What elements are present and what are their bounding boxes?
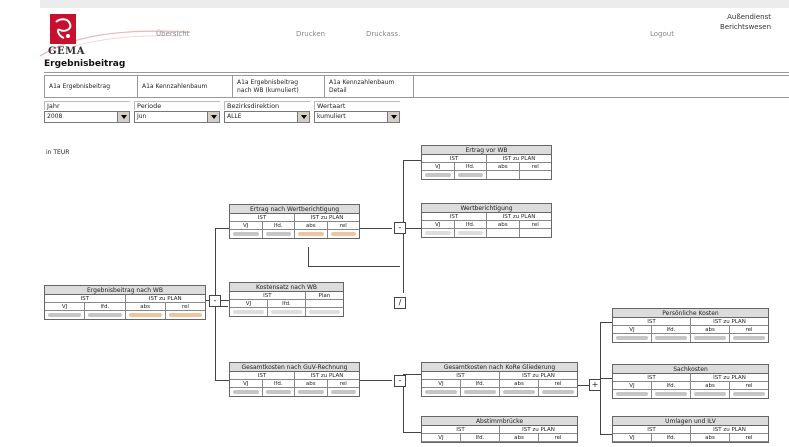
col-rel: rel [181,304,189,310]
value-cell [295,230,328,238]
tab-ergebnisbeitrag[interactable] [44,75,138,98]
filter-periode [134,101,220,123]
connector-line [403,160,421,161]
nav-uebersicht[interactable]: Übersicht [156,30,190,38]
col-vj: VJ [230,300,268,307]
value-cell [691,390,730,398]
value-cell [730,390,768,398]
node-title: Sachkosten [613,365,768,374]
module-label [720,12,771,32]
value-cell [520,171,552,179]
connector-line [403,432,421,433]
connector-line [215,228,229,229]
col-lfd: lfd. [263,380,296,387]
col-ist: IST [422,213,487,220]
value-cell [166,311,205,319]
col-ist: IST [230,372,295,379]
tab-label-2: nach WB (kumuliert) [237,86,299,94]
node-wertberichtigung[interactable] [421,203,552,238]
col-vj: VJ [422,163,455,170]
nav-drucken[interactable]: Drucken [296,30,326,38]
col-abs: abs [500,434,539,441]
dropdown-arrow-icon [117,112,129,122]
dropdown-arrow-icon [297,112,309,122]
value-cell [455,229,488,237]
connector-line [600,322,612,323]
node-ertrag-nach-wb[interactable] [229,204,360,239]
col-abs: abs [295,380,328,387]
node-abstimmbruecke[interactable] [421,416,578,443]
col-vj: VJ [613,382,652,389]
logo-text: GEMA [48,46,85,57]
col-ist: IST [230,214,295,221]
col-ist-plan: IST zu PLAN [713,375,746,381]
node-title: Ertrag nach Wertberichtigung [230,205,359,214]
value-cell [295,388,328,396]
col-empty [306,300,343,307]
col-rel: rel [531,222,539,228]
col-lfd: lfd. [652,326,691,333]
filter-label: Bezirksdirektion [224,101,310,110]
gema-logo-icon [50,14,76,44]
jahr-select[interactable] [44,111,130,123]
col-lfd: lfd. [268,300,306,307]
select-value: 2008 [47,113,63,120]
nav-druckass[interactable]: Druckass. [366,30,401,38]
node-persoenliche-kosten[interactable] [612,308,769,343]
col-plan: Plan [318,293,331,299]
wertaart-select[interactable] [314,111,400,123]
filter-wertaart [314,101,400,123]
value-cell [461,388,500,396]
col-ist-plan: IST zu PLAN [522,373,555,379]
app-header [40,8,789,60]
value-cell [85,311,125,319]
plus-operator: + [589,379,601,391]
col-lfd: lfd. [652,434,691,441]
col-vj: VJ [613,434,652,441]
value-cell [730,334,768,342]
col-ist-plan: IST zu PLAN [310,373,344,379]
value-cell [613,334,652,342]
value-cell [691,334,730,342]
col-ist: IST [230,292,306,299]
col-abs: abs [691,434,730,441]
nav-logout[interactable]: Logout [650,30,674,38]
col-vj: VJ [422,221,455,228]
value-cell [306,308,343,316]
col-lfd: lfd. [461,434,500,441]
tab-label: A1a Ergebnisbeitrag [49,82,111,90]
filter-label: Periode [134,101,220,110]
node-ergebnisbeitrag[interactable] [44,285,206,320]
filter-bar [44,101,400,123]
node-title: Abstimmbrücke [422,417,577,426]
node-gesamtkosten-kore[interactable] [421,362,578,397]
module-line-2: Berichtswesen [719,23,771,31]
col-abs: abs [487,163,520,170]
value-cell [500,388,539,396]
value-cell [422,388,461,396]
value-cell [328,388,360,396]
col-vj: VJ [422,434,461,441]
value-cell [268,308,306,316]
tab-strip-filler [414,75,789,98]
col-ist-plan: IST zu PLAN [148,296,182,302]
col-lfd: lfd. [263,222,296,229]
col-abs: abs [487,221,520,228]
top-band [40,0,789,8]
select-value: Jun [137,113,147,120]
connector-line [220,306,228,307]
col-ist: IST [613,318,691,325]
connector-line [360,380,392,381]
minus-operator: - [394,375,406,387]
value-cell [230,230,263,238]
node-title: Ertrag vor WB [422,146,551,155]
node-title: Kostensatz nach WB [230,283,343,292]
col-vj: VJ [613,326,652,333]
col-lfd: lfd. [85,303,125,310]
connector-line [360,228,392,229]
dropdown-arrow-icon [207,112,219,122]
node-title: Gesamtkosten nach KoRe Gliederung [422,363,577,372]
col-ist-plan: IST zu PLAN [310,215,344,221]
connector-line [308,266,400,267]
col-ist: IST [613,374,691,381]
col-ist: IST [613,426,691,433]
col-ist-plan: IST zu PLAN [522,427,555,433]
value-cell [230,388,263,396]
tab-label: A1a Kennzahlenbaum [329,78,395,86]
dropdown-arrow-icon [387,112,399,122]
col-rel: rel [745,327,753,333]
value-cell [520,229,552,237]
col-vj: VJ [230,222,263,229]
col-rel: rel [531,164,539,170]
node-title: Umlagen und ILV [613,417,768,426]
col-rel: rel [745,383,753,389]
module-line-1: Außendienst [727,13,771,21]
node-kostensatz[interactable] [229,282,344,317]
value-cell [539,388,577,396]
col-lfd: lfd. [461,380,500,387]
report-tabs [44,75,414,98]
page-title: Ergebnisbeitrag [44,59,126,69]
node-title: Gesamtkosten nach GuV-Rechnung [230,363,359,372]
node-title: Persönliche Kosten [613,309,768,318]
value-cell [263,388,296,396]
connector-line [600,378,612,379]
value-cell [652,334,691,342]
bezirksdirektion-select[interactable] [224,111,310,123]
tab-label: A1a Kennzahlenbaum [142,82,208,90]
col-ist: IST [422,155,487,162]
value-cell [422,229,455,237]
value-cell [487,229,520,237]
value-cell [455,171,488,179]
col-ist-plan: IST zu PLAN [713,427,746,433]
node-umlagen[interactable] [612,416,769,443]
value-cell [263,230,296,238]
node-title: Ergebnisbeitrag nach WB [45,286,205,295]
col-rel: rel [554,435,562,441]
col-rel: rel [339,381,347,387]
col-abs: abs [126,303,166,310]
minus-operator: - [394,222,406,234]
connector-line [600,434,612,435]
col-abs: abs [691,382,730,389]
connector-line [215,380,229,381]
col-ist-plan: IST zu PLAN [502,214,536,220]
node-sachkosten[interactable] [612,364,769,399]
value-cell [230,308,268,316]
col-ist-plan: IST zu PLAN [502,156,536,162]
value-cell [487,171,520,179]
value-cell [45,311,85,319]
col-rel: rel [554,381,562,387]
value-cell [613,390,652,398]
unit-label: in TEUR [46,149,70,156]
node-ertrag-vor-wb[interactable] [421,145,552,180]
col-ist: IST [422,426,500,433]
minus-operator: - [209,295,221,307]
col-vj: VJ [230,380,263,387]
col-rel: rel [339,223,347,229]
col-ist: IST [45,295,126,302]
filter-label: Jahr [44,101,130,110]
select-value: ALLE [227,113,242,120]
value-cell [422,171,455,179]
periode-select[interactable] [134,111,220,123]
col-lfd: lfd. [652,382,691,389]
col-lfd: lfd. [455,163,488,170]
col-abs: abs [295,222,328,229]
col-ist: IST [422,372,500,379]
connector-line [308,247,309,266]
tab-label: A1a Ergebnisbeitrag [237,78,299,86]
col-abs: abs [500,380,539,387]
page-title-bar [44,59,789,73]
select-value: kumuliert [317,113,346,120]
tab-kennzahlenbaum[interactable] [138,75,233,98]
tab-ergebnisbeitrag-kumuliert[interactable] [233,75,325,98]
col-ist-plan: IST zu PLAN [713,319,746,325]
col-abs: abs [691,326,730,333]
filter-label: Wertaart [314,101,400,110]
col-vj: VJ [45,303,85,310]
value-cell [126,311,166,319]
divide-operator: / [394,297,406,309]
value-cell [328,230,360,238]
node-title: Wertberichtigung [422,204,551,213]
value-cell [652,390,691,398]
filter-bezirksdirektion [224,101,310,123]
col-vj: VJ [422,380,461,387]
tab-label-2: Detail [329,86,347,94]
filter-jahr [44,101,130,123]
col-lfd: lfd. [455,221,488,228]
tab-kennzahlenbaum-detail[interactable] [325,75,414,98]
node-gesamtkosten-guv[interactable] [229,362,360,397]
col-rel: rel [745,435,753,441]
